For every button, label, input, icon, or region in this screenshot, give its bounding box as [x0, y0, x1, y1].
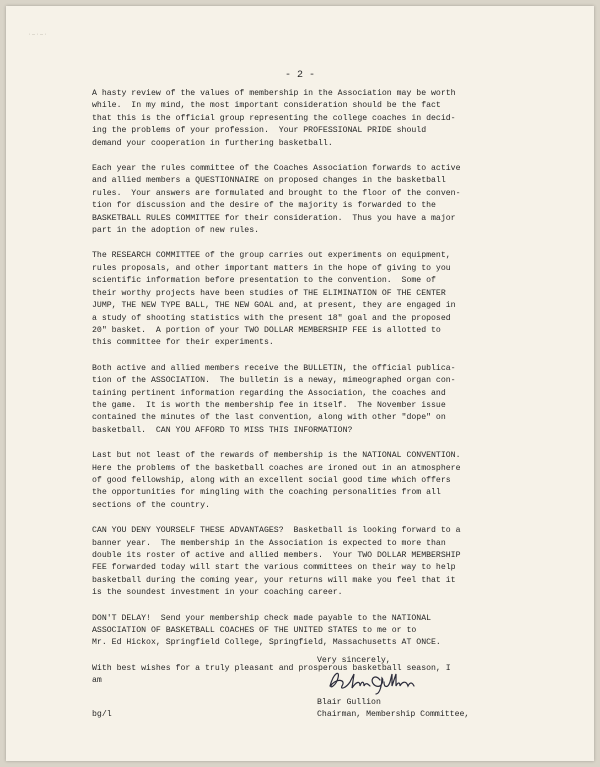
text-line: and allied members a QUESTIONNAIRE on proposed changes in the basketball [92, 176, 446, 186]
text-line: taining pertinent information regarding the Association, the coaches and [92, 388, 446, 398]
text-line: ASSOCIATION OF BASKETBALL COACHES OF THE UNITED STATES to me or to [92, 626, 417, 636]
text-line: rules proposals, and other important matters in the hope of giving to you [92, 263, 451, 273]
paragraph-5 [92, 450, 562, 512]
text-line: With best wishes for a truly pleasant and prosperous basketball season, I [92, 663, 451, 673]
letter-page [6, 6, 594, 761]
text-line: tion of the ASSOCIATION. The bulletin is a neway, mimeographed organ con- [92, 376, 456, 386]
signer-title: Chairman, Membership Committee, [317, 710, 470, 719]
typist-initials: bg/l [92, 710, 112, 719]
text-line: Each year the rules committee of the Coaches Association forwards to active [92, 164, 461, 174]
page-number: - 2 - [284, 70, 315, 81]
paragraph-7 [92, 613, 562, 650]
text-line: FEE forwarded today will start the various committees on their way to help [92, 563, 456, 573]
signer-name: Blair Gullion [317, 698, 381, 707]
paragraph-2 [92, 163, 562, 237]
text-line: am [92, 676, 102, 686]
text-line: double its roster of active and allied members. Your TWO DOLLAR MEMBERSHIP [92, 551, 461, 560]
text-line: tion for discussion and the desire of the majority is forwarded to the [92, 201, 436, 211]
text-line: this committee for their experiments. [92, 338, 274, 348]
text-line: Here the problems of the basketball coaches are ironed out in an atmosphere [92, 463, 461, 473]
paragraph-1 [92, 88, 562, 150]
paragraph-6 [92, 525, 562, 599]
text-line: 20" basket. A portion of your TWO DOLLAR MEMBERSHIP FEE is allotted to [92, 325, 441, 335]
text-line: rules. Your answers are formulated and brought to the floor of the conven- [92, 188, 461, 198]
text-line: BASKETBALL RULES COMMITTEE for their consideration. Thus you have a major [92, 213, 456, 223]
text-line: banner year. The membership in the Association is expected to more than [92, 538, 446, 548]
paragraph-4 [92, 363, 562, 437]
text-line: that this is the official group representing the college coaches in decid- [92, 113, 456, 123]
text-line: contained the minutes of the last convention, along with other "dope" on [92, 413, 446, 423]
closing-salutation: Very sincerely, [317, 656, 391, 665]
text-line: A hasty review of the values of membership in the Association may be worth [92, 89, 456, 98]
text-line: basketball. CAN YOU AFFORD TO MISS THIS INFORMATION? [92, 425, 353, 435]
text-line: their worthy projects have been studies of THE ELIMINATION OF THE CENTER [92, 288, 446, 298]
text-line: while. In my mind, the most important consideration should be the fact [92, 101, 441, 111]
letter-body [92, 88, 562, 701]
corner-mark: ·—·—· [28, 32, 49, 38]
text-line: Mr. Ed Hickox, Springfield College, Springfield, Massachusetts AT ONCE. [92, 638, 441, 648]
text-line: The RESEARCH COMMITTEE of the group carries out experiments on equipment, [92, 251, 451, 261]
text-line: the game. It is worth the membership fee in itself. The November issue [92, 400, 446, 410]
text-line: Last but not least of the rewards of membership is the NATIONAL CONVENTION. [92, 451, 461, 461]
text-line: basketball during the coming year, your returns will make you feel that it [92, 575, 456, 585]
text-line: the opportunities for mingling with the coaching personalities from all [92, 488, 441, 498]
text-line: a study of shooting statistics with the present 18" goal and the proposed [92, 313, 451, 323]
text-line: CAN YOU DENY YOURSELF THESE ADVANTAGES? Basketball is looking forward to a [92, 526, 461, 536]
text-line: JUMP, THE NEW TYPE BALL, THE NEW GOAL and, at present, they are engaged in [92, 301, 456, 311]
text-line: demand your cooperation in furthering basketball. [92, 138, 333, 148]
text-line: sections of the country. [92, 500, 210, 510]
text-line: part in the adoption of new rules. [92, 226, 260, 236]
text-line: Both active and allied members receive the BULLETIN, the official publica- [92, 363, 456, 373]
text-line: is the soundest investment in your coaching career. [92, 588, 343, 598]
handwritten-signature [324, 666, 434, 696]
paragraph-3 [92, 250, 562, 349]
text-line: DON'T DELAY! Send your membership check made payable to the NATIONAL [92, 613, 432, 623]
text-line: ing the problems of your profession. Your PROFESSIONAL PRIDE should [92, 126, 427, 136]
text-line: of good fellowship, along with an excellent social good time which offers [92, 475, 451, 485]
text-line: scientific information before presentation to the convention. Some of [92, 276, 436, 286]
